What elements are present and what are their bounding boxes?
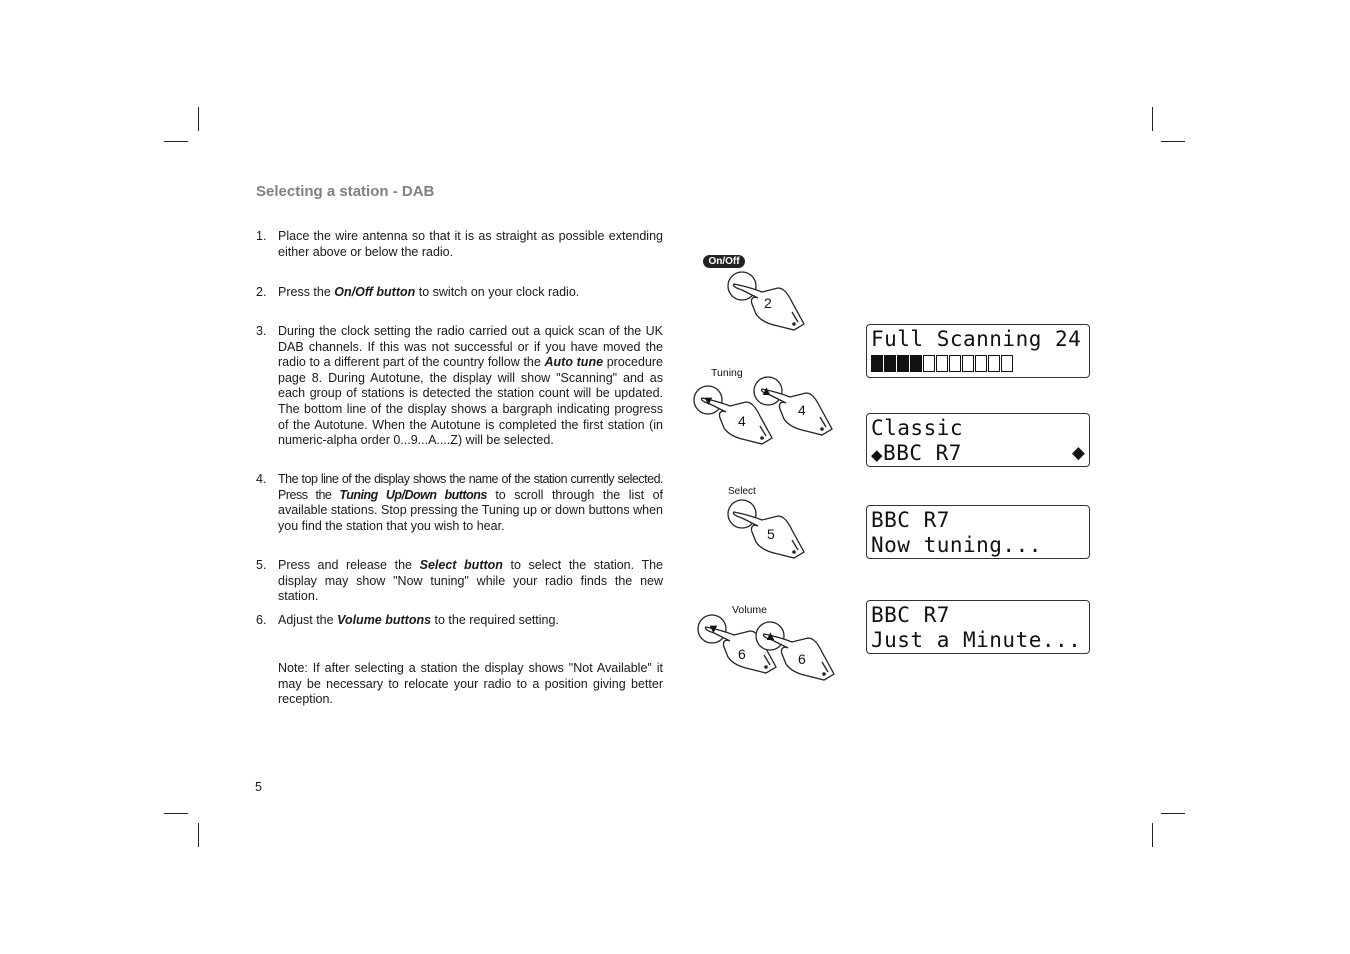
step-text: During the clock setting the radio carried out a quick scan of the UK DAB channels. If this was not successful or if you have moved the radio to a different part of the country follow the Auto tune procedure page 8. During Autotune, the display will show "Scanning" and as each group of stations is detected the station count will be updated. The bottom line of the display shows a bargraph indicating progress of the Autotune. When the Autotune is completed the first station (in numeric-alpha order 0...9...A....Z) will be selected. xyxy=(278,324,664,448)
bargraph-segment-filled xyxy=(884,355,896,372)
bargraph-segment-empty xyxy=(962,355,974,372)
bargraph-segment-filled xyxy=(910,355,922,372)
lcd-line-2: Now tuning... xyxy=(871,533,1042,557)
lcd-display-classic xyxy=(866,413,1090,467)
tuning-button-label: Tuning xyxy=(711,367,743,379)
lcd-display-now-tuning xyxy=(866,505,1090,559)
lcd-display-just-a-minute xyxy=(866,600,1090,654)
lcd-line-1: BBC R7 xyxy=(871,603,950,627)
crop-mark xyxy=(1161,141,1185,142)
onoff-button-label: On/Off xyxy=(703,255,745,268)
step-number: 1. xyxy=(256,229,267,243)
step-number: 3. xyxy=(256,324,267,338)
right-arrow-icon: ◆ xyxy=(1071,443,1085,463)
bargraph-segment-empty xyxy=(1001,355,1013,372)
step-5 xyxy=(256,558,663,605)
progress-bargraph xyxy=(871,355,1013,372)
left-arrow-icon: ◆ xyxy=(871,446,884,464)
bargraph-segment-filled xyxy=(897,355,909,372)
step-2 xyxy=(256,285,663,301)
step-number-select: 5 xyxy=(767,526,775,542)
step-number: 4. xyxy=(256,472,267,486)
lcd-line-1: Full Scanning 24 xyxy=(871,327,1082,351)
note xyxy=(256,661,663,708)
crop-mark xyxy=(198,107,199,131)
crop-mark xyxy=(1152,823,1153,847)
crop-mark xyxy=(164,141,188,142)
bargraph-segment-filled xyxy=(871,355,883,372)
page-number: 5 xyxy=(255,780,262,794)
step-4 xyxy=(256,472,663,534)
step-number-tuning-left: 4 xyxy=(738,413,746,429)
step-text: Adjust the Volume buttons to the required setting. xyxy=(278,613,559,627)
step-number: 2. xyxy=(256,285,267,299)
volume-up-icon: ▲ xyxy=(764,628,777,643)
lcd-line-1: BBC R7 xyxy=(871,508,950,532)
step-6 xyxy=(256,613,663,629)
step-number-volume-right: 6 xyxy=(798,651,806,667)
select-button-label: Select xyxy=(728,486,756,497)
volume-button-label: Volume xyxy=(732,604,768,616)
lcd-line-2: Just a Minute... xyxy=(871,628,1082,652)
step-number-tuning-right: 4 xyxy=(798,402,806,418)
step-text: Press and release the Select button to select the station. The display may show "Now tuning" while your radio finds the new station. xyxy=(278,558,664,604)
step-text: The top line of the display shows the name of the station currently selected. Press the Tuning Up/Down buttons to scroll through the list of available stations. Stop pressing the Tuning up or down buttons when you find the station that you wish to hear. xyxy=(278,472,663,533)
step-1 xyxy=(256,229,663,260)
bargraph-segment-empty xyxy=(988,355,1000,372)
page-heading: Selecting a station - DAB xyxy=(256,183,435,200)
bargraph-segment-empty xyxy=(949,355,961,372)
crop-mark xyxy=(164,813,188,814)
crop-mark xyxy=(198,823,199,847)
tuning-up-icon: ▲ xyxy=(760,383,773,398)
crop-mark xyxy=(1161,813,1185,814)
bargraph-segment-empty xyxy=(936,355,948,372)
volume-down-icon: ▼ xyxy=(707,621,720,636)
bargraph-segment-empty xyxy=(923,355,935,372)
step-3 xyxy=(256,324,663,449)
step-text: Press the On/Off button to switch on your clock radio. xyxy=(278,285,580,299)
note-text: Note: If after selecting a station the display shows "Not Available" it may be necessary to relocate your radio to a position giving better reception. xyxy=(278,661,663,707)
step-text: Place the wire antenna so that it is as straight as possible extending either above or below the radio. xyxy=(278,229,663,259)
crop-mark xyxy=(1152,107,1153,131)
lcd-line-2: ◆BBC R7 xyxy=(871,441,962,465)
bargraph-segment-empty xyxy=(975,355,987,372)
step-number-volume-left: 6 xyxy=(738,646,746,662)
tuning-down-icon: ▼ xyxy=(702,393,715,408)
step-number-onoff: 2 xyxy=(764,295,772,311)
lcd-line-1: Classic xyxy=(871,416,964,440)
lcd-display-scanning xyxy=(866,324,1090,378)
step-number: 5. xyxy=(256,558,267,572)
step-number: 6. xyxy=(256,613,267,627)
